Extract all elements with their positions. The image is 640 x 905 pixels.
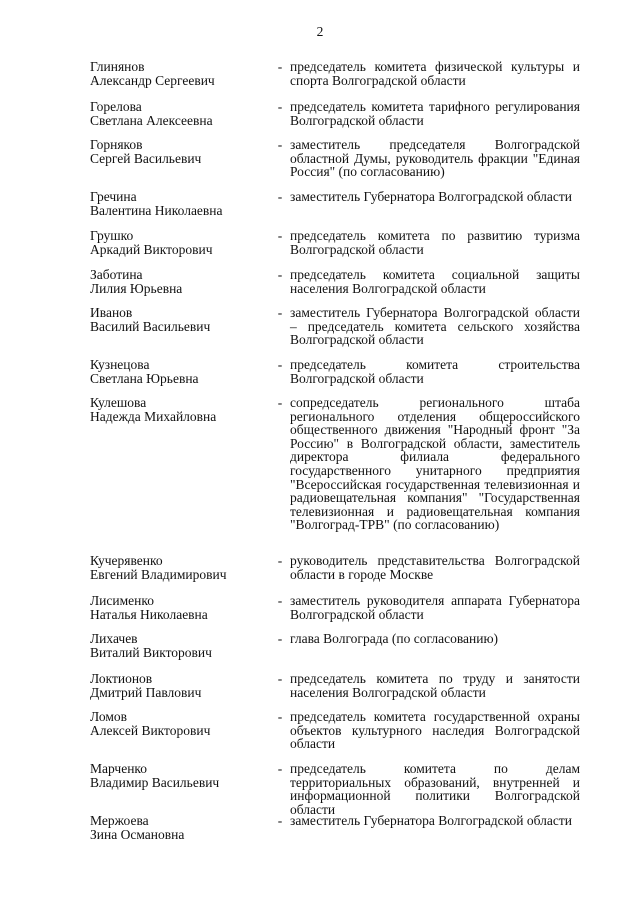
given-names: Алексей Викторович <box>90 722 211 738</box>
position-title: председатель комитета строительства Волгоградской области <box>290 357 580 386</box>
dash-separator: - <box>277 671 283 686</box>
surname: Кузнецова <box>90 357 150 372</box>
given-names: Светлана Алексеевна <box>90 112 213 128</box>
person-name <box>90 138 270 165</box>
surname: Горелова <box>90 99 142 114</box>
person-name <box>90 710 270 737</box>
person-name <box>90 100 270 127</box>
surname: Горняков <box>90 137 143 152</box>
given-names: Зина Османовна <box>90 826 185 842</box>
person-name <box>90 632 270 659</box>
given-names: Евгений Владимирович <box>90 566 227 582</box>
given-names: Александр Сергеевич <box>90 72 215 88</box>
surname: Гречина <box>90 189 137 204</box>
dash-separator: - <box>277 305 283 320</box>
given-names: Аркадий Викторович <box>90 241 213 257</box>
position-title: заместитель Губернатора Волгоградской области <box>290 813 572 828</box>
surname: Заботина <box>90 267 143 282</box>
position-title: глава Волгограда (по согласованию) <box>290 631 499 646</box>
dash-separator: - <box>277 395 283 410</box>
position-title: председатель комитета физической культуры и спорта Волгоградской области <box>290 59 580 88</box>
position-title: председатель комитета социальной защиты населения Волгоградской области <box>290 267 580 296</box>
surname: Иванов <box>90 305 133 320</box>
given-names: Светлана Юрьевна <box>90 370 199 386</box>
person-name <box>90 60 270 87</box>
given-names: Виталий Викторович <box>90 644 212 660</box>
surname: Марченко <box>90 761 148 776</box>
person-name <box>90 229 270 256</box>
page-number: 2 <box>316 24 324 39</box>
given-names: Надежда Михайловна <box>90 408 217 424</box>
person-name <box>90 762 270 789</box>
surname: Локтионов <box>90 671 153 686</box>
surname: Грушко <box>90 228 134 243</box>
position-title: председатель комитета по развитию туризма Волгоградской области <box>290 228 580 257</box>
position-title: заместитель руководителя аппарата Губернатора Волгоградской области <box>290 593 580 622</box>
given-names: Сергей Васильевич <box>90 150 202 166</box>
dash-separator: - <box>277 228 283 243</box>
given-names: Дмитрий Павлович <box>90 684 202 700</box>
person-name <box>90 358 270 385</box>
position-title: председатель комитета по делам территориальных образований, внутренней и информационной политики Волгоградской области <box>290 761 580 817</box>
dash-separator: - <box>277 137 283 152</box>
dash-separator: - <box>277 553 283 568</box>
given-names: Лилия Юрьевна <box>90 280 183 296</box>
dash-separator: - <box>277 267 283 282</box>
person-name <box>90 306 270 333</box>
person-name <box>90 396 270 423</box>
person-name <box>90 554 270 581</box>
dash-separator: - <box>277 631 283 646</box>
surname: Ломов <box>90 709 127 724</box>
dash-separator: - <box>277 357 283 372</box>
position-title: руководитель представительства Волгоградской области в городе Москве <box>290 553 580 582</box>
surname: Кучерявенко <box>90 553 163 568</box>
given-names: Наталья Николаевна <box>90 606 208 622</box>
position-title: заместитель Губернатора Волгоградской области <box>290 189 572 204</box>
person-name <box>90 672 270 699</box>
person-name <box>90 814 270 841</box>
surname: Мержоева <box>90 813 149 828</box>
position-title: заместитель председателя Волгоградской областной Думы, руководитель фракции "Единая Россия" (по согласованию) <box>290 137 580 180</box>
given-names: Василий Васильевич <box>90 318 211 334</box>
given-names: Владимир Васильевич <box>90 774 220 790</box>
dash-separator: - <box>277 593 283 608</box>
dash-separator: - <box>277 761 283 776</box>
position-title: председатель комитета государственной охраны объектов культурного наследия Волгоградской области <box>290 709 580 752</box>
given-names: Валентина Николаевна <box>90 202 223 218</box>
surname: Кулешова <box>90 395 147 410</box>
person-name <box>90 268 270 295</box>
person-name <box>90 594 270 621</box>
position-title: сопредседатель регионального штаба регионального отделения общероссийского общественного движения "Народный фронт "За Россию" в Волгоградской области, заместитель директора филиала федерального государственного унитарного предприятия "Всероссийская государственная телевизионная и радиовещательная компания" "Государственная телевизионная и радиовещательная компания "Волгоград-ТРВ" (по согласованию) <box>290 395 580 533</box>
dash-separator: - <box>277 59 283 74</box>
dash-separator: - <box>277 813 283 828</box>
person-name <box>90 190 270 217</box>
dash-separator: - <box>277 99 283 114</box>
surname: Лихачев <box>90 631 138 646</box>
dash-separator: - <box>277 189 283 204</box>
position-title: председатель комитета тарифного регулирования Волгоградской области <box>290 99 580 128</box>
surname: Глинянов <box>90 59 145 74</box>
surname: Лисименко <box>90 593 154 608</box>
position-title: заместитель Губернатора Волгоградской области – председатель комитета сельского хозяйства Волгоградской области <box>290 305 580 348</box>
position-title: председатель комитета по труду и занятости населения Волгоградской области <box>290 671 580 700</box>
dash-separator: - <box>277 709 283 724</box>
